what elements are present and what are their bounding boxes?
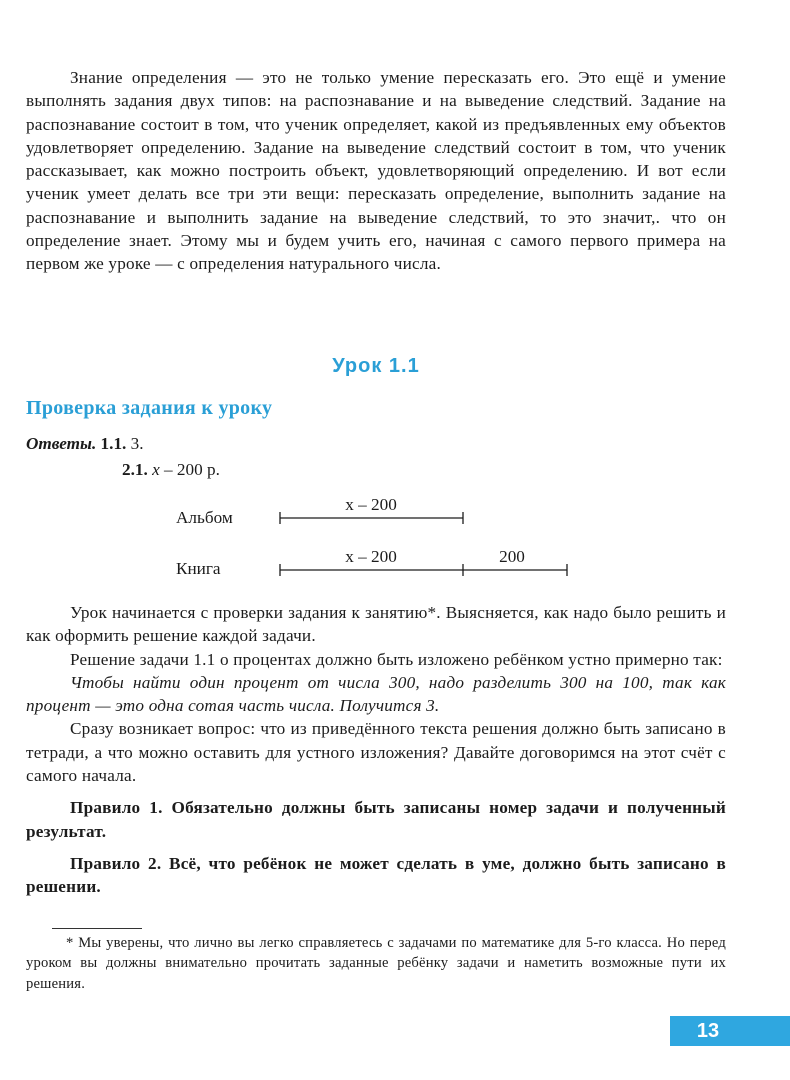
book-segment-label-2: 200 bbox=[499, 547, 525, 566]
body-paragraph-2: Решение задачи 1.1 о процентах должно быть изложено ребёнком устно примерно так: bbox=[70, 649, 723, 669]
book-label: Книга bbox=[176, 559, 221, 578]
body-paragraph-1: Урок начинается с проверки задания к занятию*. Выясняется, как надо было решить и как оформить решение каждой задачи. bbox=[26, 603, 726, 646]
body-paragraph-4: Сразу возникает вопрос: что из приведённого текста решения должно быть записано в тетради, а что можно оставить для устного изложения? Давайте договоримся на этот счёт с самого начала. bbox=[26, 719, 726, 786]
answer-1-number: 1.1. bbox=[100, 434, 127, 453]
book-page bbox=[26, 0, 726, 1080]
section-heading: Проверка задания к уроку bbox=[26, 397, 273, 419]
answer-2-variable: x bbox=[152, 460, 160, 479]
rule-1: Правило 1. Обязательно должны быть записаны номер задачи и полученный результат. bbox=[26, 798, 726, 841]
segment-diagram bbox=[26, 490, 726, 590]
answers-line-1 bbox=[26, 434, 144, 454]
answers-label: Ответы. bbox=[26, 434, 97, 453]
main-body bbox=[26, 601, 726, 899]
answer-1-value: 3. bbox=[130, 434, 144, 453]
book-segment-label-1: x – 200 bbox=[345, 547, 397, 566]
album-label: Альбом bbox=[176, 508, 233, 527]
answers-line-2 bbox=[122, 460, 220, 480]
lesson-title: Урок 1.1 bbox=[332, 355, 420, 377]
answer-2-rest: – 200 р. bbox=[159, 460, 220, 479]
footnote: * Мы уверены, что лично вы легко справляетесь с задачами по математике для 5-го класса. Но перед уроком вы должны внимательно прочитать заданные ребёнку задачи и наметить возможные пути их решения. bbox=[26, 935, 726, 992]
album-segment-label: x – 200 bbox=[345, 495, 397, 514]
answer-2-number: 2.1. bbox=[122, 460, 148, 479]
page-number-tab bbox=[670, 1016, 790, 1046]
intro-paragraph: Знание определения — это не только умение пересказать его. Это ещё и умение выполнять задания двух типов: на распознавание и на выведение следствий. Задание на распознавание состоит в том, что ученик определяет, какой из предъявленных ему объектов удовлетворяет определению. Задание на выведение следствий состоит в том, что ученик рассказывает, как можно построить объект, удовлетворяющий определению. И вот если ученик умеет делать все три эти вещи: пересказать определение, выполнить задание на распознавание и выполнить задание на выведение следствий, то это значит,. что он определение знает. Этому мы и будем учить его, начиная с самого первого примера на первом же уроке — с определения натурального числа. bbox=[26, 68, 726, 274]
rule-2: Правило 2. Всё, что ребёнок не может сделать в уме, должно быть записано в решении. bbox=[26, 853, 726, 897]
footnote-separator bbox=[52, 928, 142, 929]
page-number: 13 bbox=[696, 1020, 720, 1042]
body-paragraph-3-italic: Чтобы найти один процент от числа 300, надо разделить 300 на 100, так как процент — это одна сотая часть числа. Получится 3. bbox=[26, 672, 726, 716]
